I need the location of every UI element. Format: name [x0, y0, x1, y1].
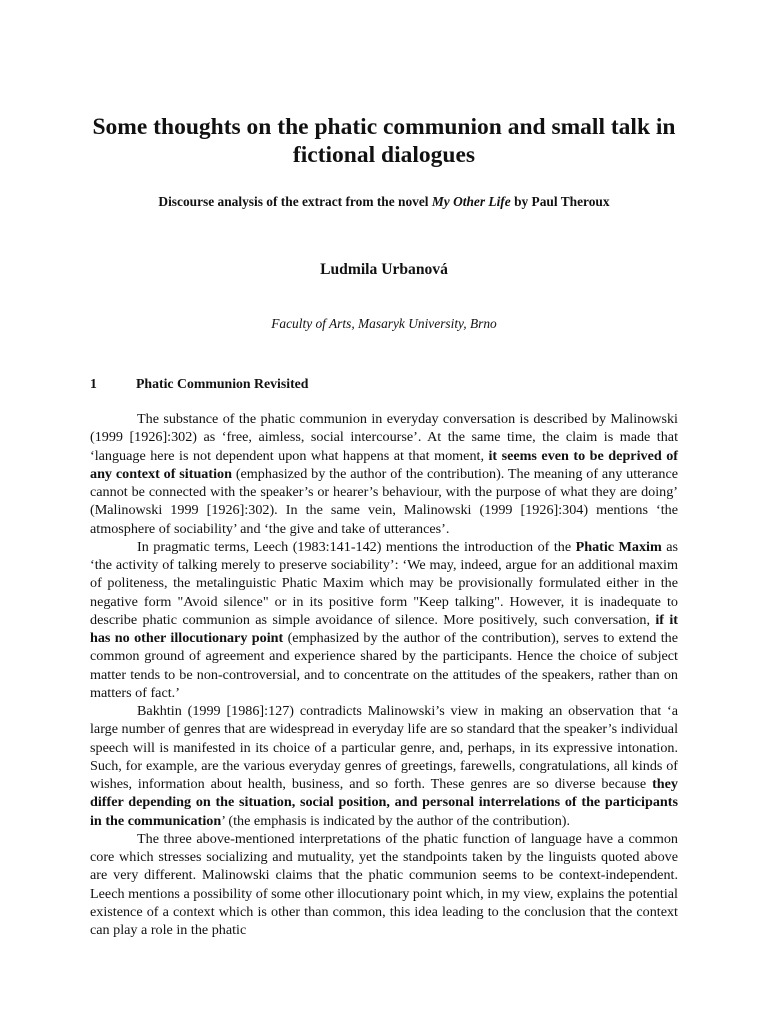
section-title: Phatic Communion Revisited — [136, 376, 309, 391]
emphasis-text: they differ depending on the situation, social position, and personal interrelations of the participants in the communication — [90, 776, 678, 829]
author-name: Ludmila Urbanová — [320, 261, 448, 278]
body-text — [90, 410, 678, 939]
novel-title: My Other Life — [431, 194, 511, 209]
paper-title: Some thoughts on the phatic communion and small talk in fictional dialogues — [92, 114, 676, 168]
emphasis-text: if it has no other illocutionary point — [90, 611, 678, 646]
paragraph-1 — [90, 410, 678, 538]
paragraph-text: The substance of the phatic communion in everyday conversation is described by Malinowski (1999 [1926]:302) as ‘free, aimless, social intercourse’. At the same time, the claim is made that ‘language here is not dependent upon what happens at that moment, — [90, 411, 678, 464]
emphasis-text: Phatic Maxim — [575, 538, 662, 555]
paragraph-4: The three above-mentioned interpretations of the phatic function of language have a common core which stresses socializing and mutuality, yet the standpoints taken by the linguists quoted above are very different. Malinowski claims that the phatic communion seems to be context-independent. Leech mentions a possibility of some other illocutionary point which, in my view, explains the potential existence of a context which is other than common, this idea leading to the conclusion that the context can play a role in the phatic — [90, 830, 678, 938]
paragraph-text: ’ (the emphasis is indicated by the author of the contribution). — [221, 812, 571, 829]
emphasis-text: it seems even to be deprived of any context of situation — [90, 447, 678, 482]
paragraph-text: (emphasized by the author of the contribution). The meaning of any utterance cannot be connected with the speaker’s or hearer’s behaviour, with the purpose of what they are doing’ (Malinowski 1999 [1926]:302). In the same vein, Malinowski (1999 [1926]:304) mentions ‘the atmosphere of sociability’ and ‘the give and take of utterances’. — [90, 465, 678, 537]
paragraph-text: Bakhtin (1999 [1986]:127) contradicts Malinowski’s view in making an observation that ‘a large number of genres that are widespread in everyday life are so standard that the speaker’s individual speech will is manifested in its choice of a particular genre, and, perhaps, in its expressive intonation. Such, for example, are the various everyday genres of greetings, farewells, congratulations, all kinds of wishes, information about health, business, and so forth. These genres are so diverse because — [90, 703, 678, 792]
paragraph-3 — [90, 702, 678, 830]
paragraph-text: as ‘the activity of talking merely to preserve sociability’: ‘We may, indeed, argue for an additional maxim of politeness, the metalinguistic Phatic Maxim which may be provisionally formulated either in the negative form "Avoid silence" or in its positive form "Keep talking". However, it is inadequate to describe phatic communion as simple avoidance of silence. More positively, such conversation, — [90, 538, 678, 628]
author-affiliation: Faculty of Arts, Masaryk University, Brno — [271, 316, 497, 331]
section-heading — [90, 374, 308, 394]
paragraph-2 — [90, 538, 678, 702]
section-number: 1 — [90, 376, 97, 391]
subtitle-author: by Paul Theroux — [510, 194, 610, 209]
subtitle-text: Discourse analysis of the extract from the novel — [158, 194, 432, 209]
paragraph-text: In pragmatic terms, Leech (1983:141-142) mentions the introduction of the — [137, 538, 576, 555]
paper-subtitle — [60, 193, 708, 211]
paragraph-text: (emphasized by the author of the contribution), serves to extend the common ground of agreement and experience shared by the participants. Hence the choice of subject matter tends to be non-controversial, and to concentrate on the attitudes of the speakers, rather than on matters of fact.’ — [90, 630, 678, 701]
